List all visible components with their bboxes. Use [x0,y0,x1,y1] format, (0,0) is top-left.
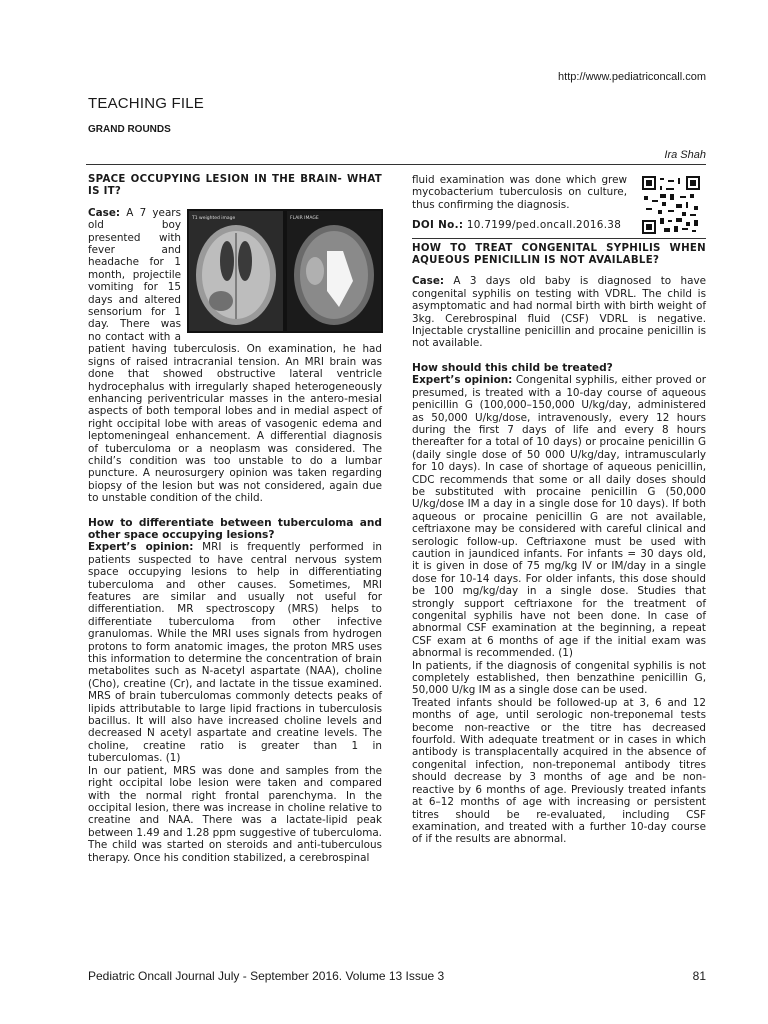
article1-patient: In our patient, MRS was done and samples from the right occipital lobe lesion were taken and compared with the normal right frontal parenchyma. In the occipital lesion, there was increase in choline relative to creatine and NAA. There was a lactate-lipid peak between 1.49 and 1.28 ppm suggestive of tuberculoma. The child was started on steroids and anti-tuberculous therapy. Once his condition stabilized, a cerebrospinal [88,764,382,864]
right-column [412,174,706,846]
mri-flair-label: FLAIR IMAGE [290,215,319,221]
qr-code-icon[interactable] [635,176,707,234]
journal-url[interactable]: http://www.pediatriconcall.com [558,71,706,83]
mri-t1-image [189,211,283,331]
section-title: TEACHING FILE [88,95,204,112]
article2-question: How should this child be treated? [412,361,613,374]
header-divider [86,164,706,165]
article1-question: How to differentiate between tuberculoma and other space occupying lesions? [88,516,382,541]
article2-case: Case: A 3 days old baby is diagnosed to have congenital syphilis on testing with VDRL. The child is asymptomatic and had normal birth with birth weight of 3kg. Cerebrospinal fluid (CSF) VDRL is negative. Injectable crystalline penicillin and procaine penicillin is not available. [412,275,706,350]
article2-para2: In patients, if the diagnosis of congenital syphilis is not completely established, then benzathine penicillin G, 50,000 U/kg IM as a single dose can be used. [412,659,706,697]
article-divider [412,238,706,239]
subsection-title: GRAND ROUNDS [88,124,171,135]
article1-case: Case: A 7 years old boy presented with fever and headache for 1 month, projectile vomiting for 15 days and altered sensorium for 1 day. There was no contact with a patient having tuberculosis. On examination, he had signs of raised intracranial tension. An MRI brain was done that showed obstructive lateral ventricle hydrocephalus with irregularly shaped heterogeneously enhancing periventricular masses in the antero-mesial aspects of both temporal lobes and in medial aspect of right occipital lobe with areas of vasogenic edema and leptomeningeal enhancement. A differential diagnosis of tuberculoma or a neoplasm was considered. The child’s condition was too unstable to do a lumbar puncture. A neurosurgery opinion was taken regarding biopsy of the lesion but was not considered, again due to unstable condition of the child. [88,206,382,505]
doi[interactable]: DOI No.: 10.7199/ped.oncall.2016.38 [412,219,622,232]
article2-opinion: Expert’s opinion: Congenital syphilis, either proved or presumed, is treated with a 10-day course of aqueous penicillin G (100,000–150,000 U/kg/day, administered as 50,000 U/kg/dose, intravenously, every 12 hours during the first 7 days of life and every 8 hours thereafter for a total of 10 days) or procaine penicillin G (daily single dose of 50 000 U/kg/day, intramuscularly for 10 days). In case of shortage of aqueous penicillin, CDC recommends that some or all daily doses should be substituted with procaine penicillin G (50,000 U/kg/dose IM a day in a single dose for 10 days). If both aqueous or procaine penicillin G are not available, ceftriaxone may be considered with careful clinical and serologic follow-up. Ceftriaxone must be used with caution in jaundiced infants. For infants = 30 days old, it is given in dose of 75 mg/kg IV or IM/day in a single dose for 10-14 days. For older infants, this dose should be 100 mg/kg/day in a single dose. Studies that strongly support ceftriaxone for the treatment of congenital syphilis have not been done. In case of abnormal CSF examination at the beginning, a repeat CSF exam at 6 months of age if the initial exam was abnormal is recommended. (1) [412,374,706,660]
left-column [88,174,382,864]
mri-t1-label: T1 weighted image [192,215,236,221]
article2-para3: Treated infants should be followed-up at 3, 6 and 12 months of age, until serologic non-treponemal tests become non-reactive or the titre has decreased fourfold. With adequate treatment or in cases in which antibody is transplacentally acquired in the absence of congenital infection, non-treponemal antibody titres should decrease by 3 months of age and be non- reactive by 6 months of age. Previously treated infants at 6–12 months of age with increasing or persistent titres should be re-evaluated, including CSF examination, and treated with a further 10-day course of if the results are abnormal. [412,696,706,846]
mri-figure [187,209,383,333]
article1-opinion: Expert’s opinion: MRI is frequently performed in patients suspected to have central nervous system space occupying lesions to help in differentiating tuberculoma and other causes. Sometimes, MRI features are similar and usually not useful for differentiation. MR spectroscopy (MRS) helps to differentiate tuberculoma from other infective granulomas. While the MRI uses signals from hydrogen protons to form anatomic images, the proton MRS uses this information to determine the concentration of brain metabolites such as N-acetyl aspartate (NAA), choline (Cho), creatine (Cr), and lactate in the tissue examined. MRS of brain tuberculomas commonly detects peaks of lipids attributable to large lipid fractions in tuberculosis bacillus. It will also have increased choline levels and decreased N acetyl aspartate and creatine levels. The choline, creatine ratio is greater than 1 in tuberculomas. (1) [88,541,383,765]
article2-title: HOW TO TREAT CONGENITAL SYPHILIS WHEN AQUEOUS PENICILLIN IS NOT AVAILABLE? [412,242,706,267]
page-number: 81 [692,969,706,983]
journal-footer: Pediatric Oncall Journal July - September 2016. Volume 13 Issue 3 [88,969,445,983]
article1-title: SPACE OCCUPYING LESION IN THE BRAIN- WHAT IS IT? [88,174,382,198]
article1-continued: fluid examination was done which grew mycobacterium tuberculosis on culture, thus confirming the diagnosis. [412,174,627,211]
mri-flair-image [287,211,381,331]
author-name: Ira Shah [664,149,706,161]
